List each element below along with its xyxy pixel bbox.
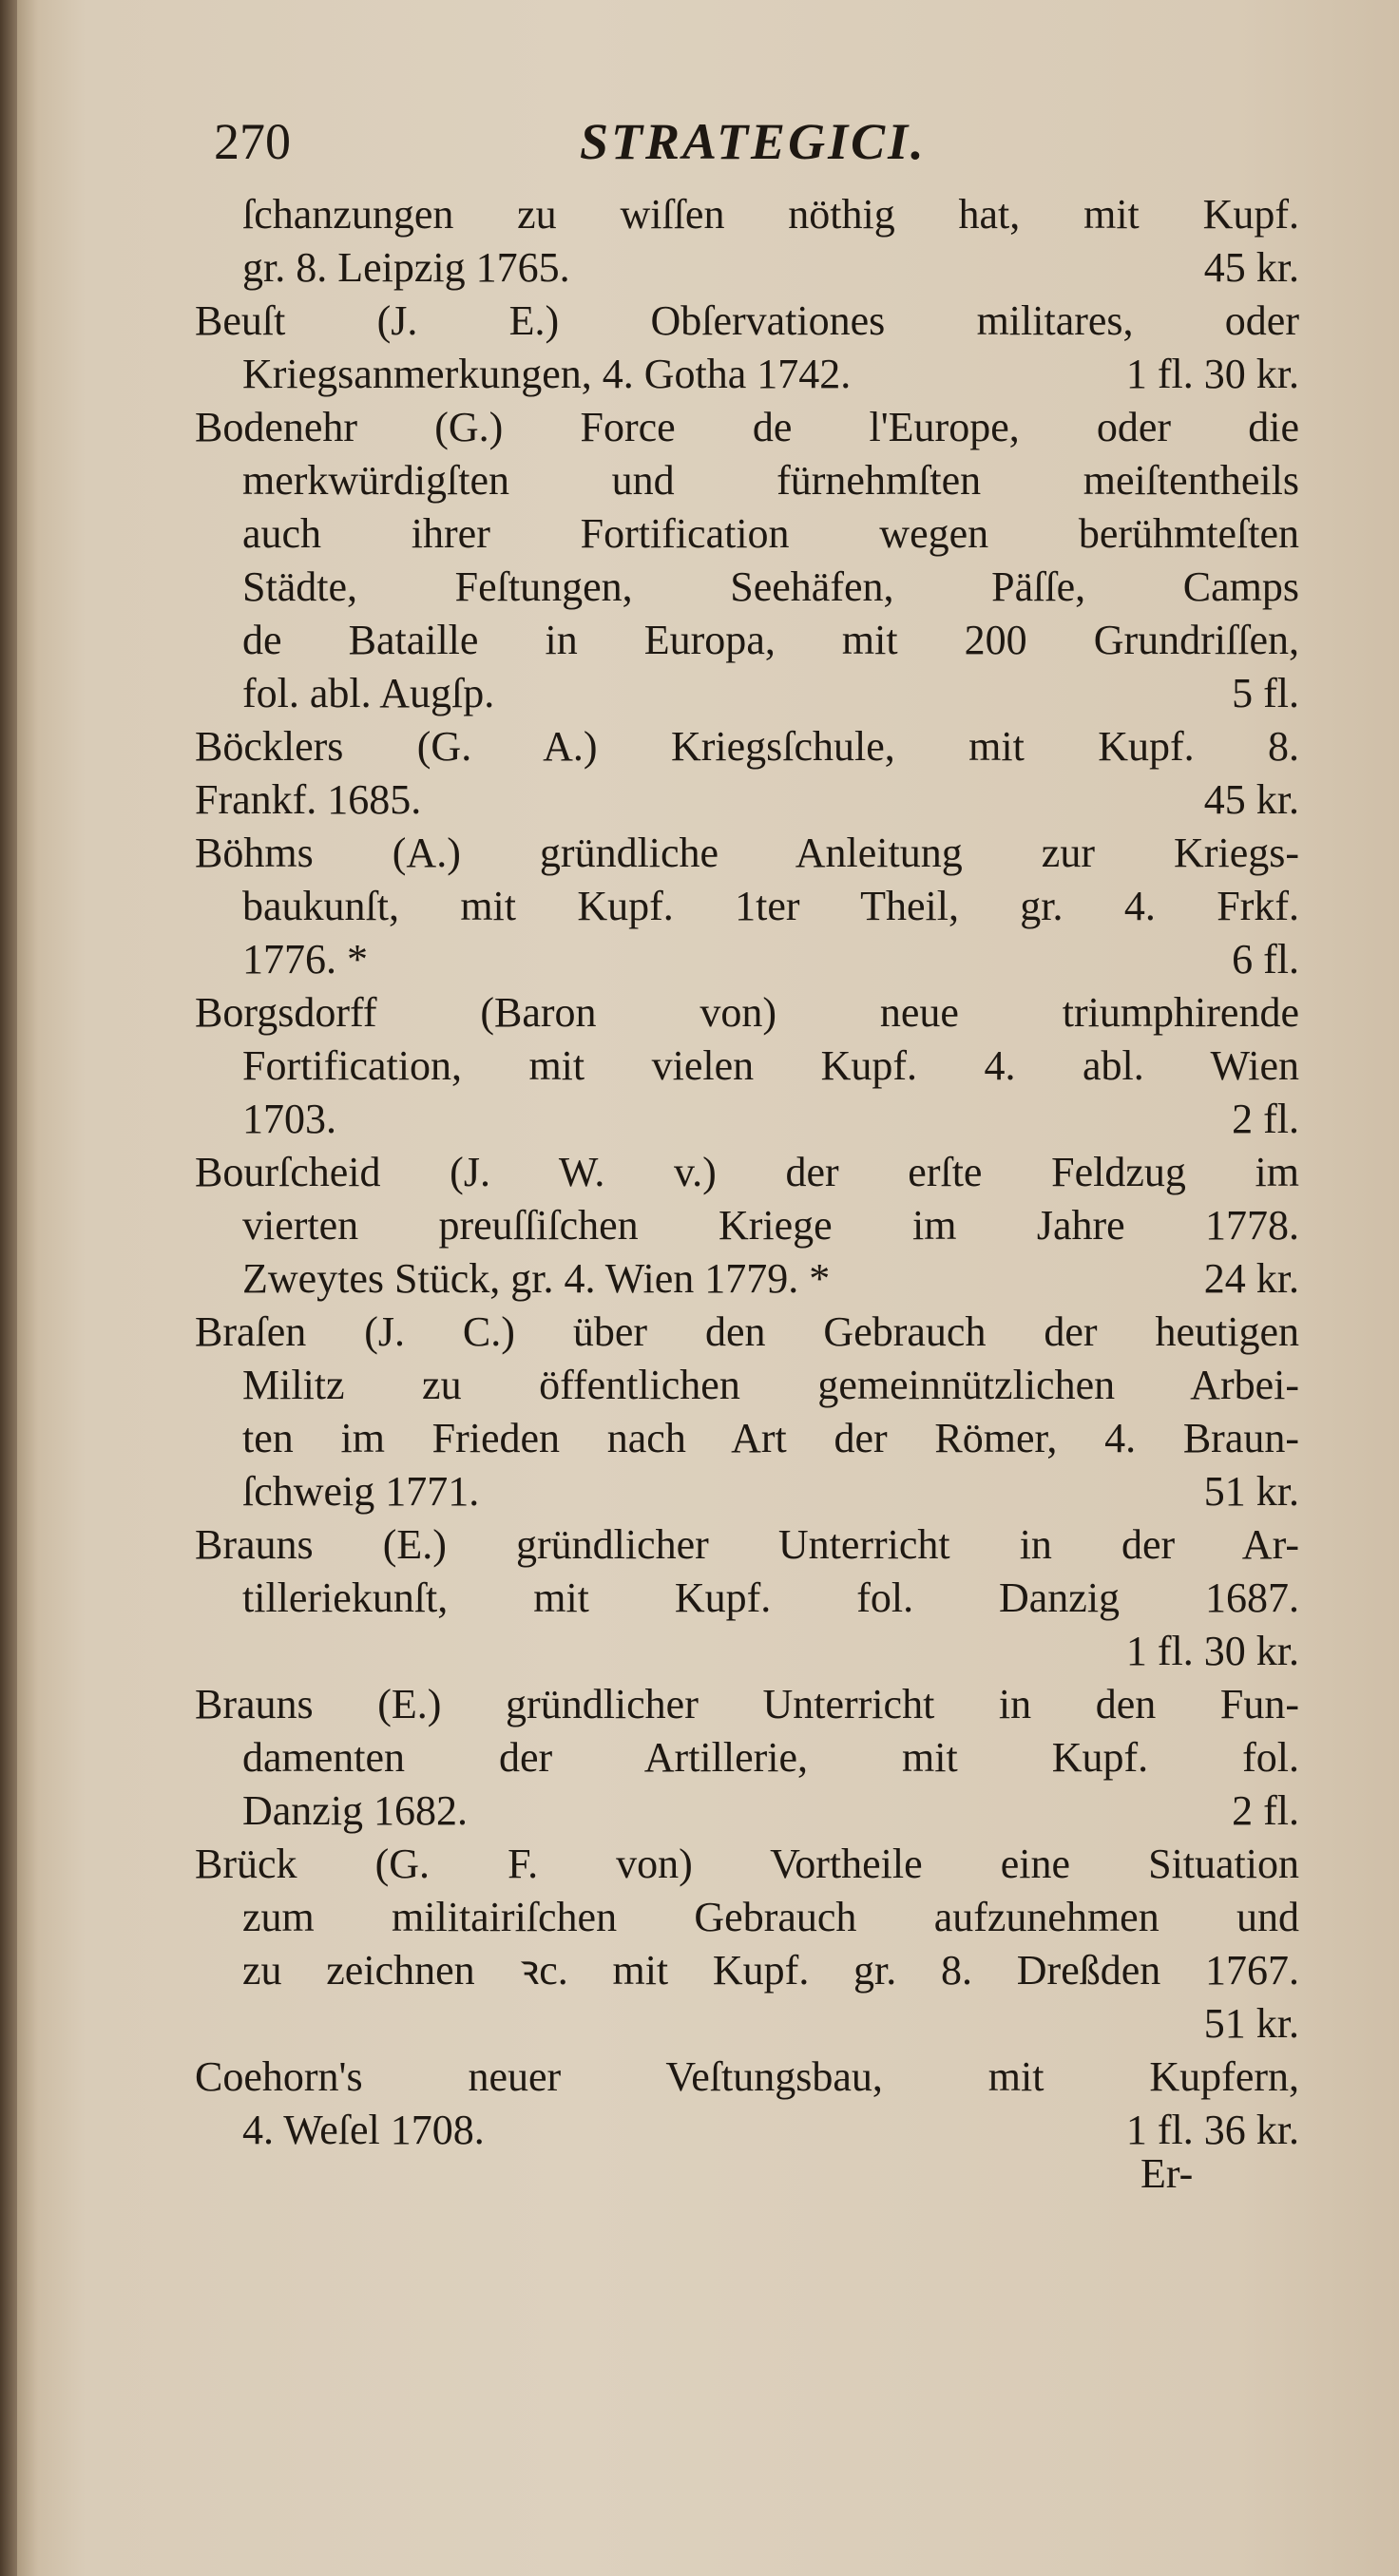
line-text: Danzig 1682. bbox=[242, 1787, 469, 1834]
catalog-line bbox=[195, 401, 1299, 454]
line-text: Beuſt (J. E.) Obſervationes militares, oder bbox=[195, 297, 1299, 344]
line-text bbox=[242, 1997, 1185, 2051]
catalog-line bbox=[195, 880, 1299, 933]
price: 2 fl. bbox=[1232, 1096, 1299, 1142]
catalog-line bbox=[195, 614, 1299, 667]
line-text: Böhms (A.) gründliche Anleitung zur Kriegs- bbox=[195, 830, 1299, 876]
line-text: merkwürdigſten und fürnehmſten meiſtentheils bbox=[242, 457, 1299, 504]
line-text: Borgsdorff (Baron von) neue triumphirende bbox=[195, 989, 1299, 1036]
catalog-line bbox=[195, 2104, 1299, 2157]
catalog-line bbox=[195, 1678, 1299, 1731]
catalog-line bbox=[195, 1997, 1299, 2051]
catalog-line bbox=[195, 2051, 1299, 2104]
catalog-line bbox=[195, 295, 1299, 348]
price: 51 kr. bbox=[1203, 2000, 1299, 2047]
catalog-line bbox=[195, 1891, 1299, 1944]
line-text: 1703. bbox=[242, 1096, 336, 1142]
catalog-line bbox=[195, 454, 1299, 507]
line-text: Bourſcheid (J. W. v.) der erſte Feldzug im bbox=[195, 1149, 1299, 1195]
catalog-line bbox=[195, 827, 1299, 880]
running-title: STRATEGICI. bbox=[580, 113, 927, 170]
line-text: damenten der Artillerie, mit Kupf. fol. bbox=[242, 1734, 1299, 1781]
price: 6 fl. bbox=[1232, 936, 1299, 983]
catalog-line bbox=[195, 773, 1299, 827]
catalog-line bbox=[195, 1040, 1299, 1093]
line-text: Kriegsanmerkungen, 4. Gotha 1742. bbox=[242, 351, 852, 397]
catalog-line bbox=[195, 188, 1299, 241]
price: 5 fl. bbox=[1232, 670, 1299, 716]
line-text: Böcklers (G. A.) Kriegsſchule, mit Kupf. 8. bbox=[195, 723, 1299, 770]
catalog-line bbox=[195, 1625, 1299, 1678]
line-text: ſchanzungen zu wiſſen nöthig hat, mit Kupf. bbox=[242, 191, 1299, 238]
catalog-line bbox=[195, 1731, 1299, 1784]
line-text bbox=[242, 1625, 1107, 1678]
catalog-line bbox=[195, 561, 1299, 614]
catalog-line bbox=[195, 241, 1299, 295]
catalog-line bbox=[195, 348, 1299, 401]
line-text: Frankf. 1685. bbox=[195, 776, 422, 823]
catalog-line bbox=[195, 1306, 1299, 1359]
price: 24 kr. bbox=[1203, 1255, 1299, 1302]
catalog-line bbox=[195, 986, 1299, 1040]
price: 1 fl. 30 kr. bbox=[1125, 351, 1299, 397]
line-text: 1776. * bbox=[242, 936, 368, 983]
catalog-entries bbox=[195, 188, 1299, 2157]
line-text: Coehorn's neuer Veſtungsbau, mit Kupfern, bbox=[195, 2053, 1299, 2100]
catalog-line bbox=[195, 1146, 1299, 1199]
price: 2 fl. bbox=[1232, 1787, 1299, 1834]
catalog-line bbox=[195, 1412, 1299, 1465]
page-number: 270 bbox=[214, 113, 291, 170]
catalog-line bbox=[195, 720, 1299, 773]
line-text: Militz zu öffentlichen gemeinnützlichen Arbei- bbox=[242, 1362, 1299, 1408]
catalog-line bbox=[195, 1093, 1299, 1146]
book-gutter bbox=[0, 0, 17, 2576]
catalog-line bbox=[195, 1465, 1299, 1518]
line-text: de Bataille in Europa, mit 200 Grundriſſen, bbox=[242, 617, 1299, 663]
price: 1 fl. 36 kr. bbox=[1125, 2107, 1299, 2153]
line-text: Städte, Feſtungen, Seehäfen, Päſſe, Camps bbox=[242, 563, 1299, 610]
catalog-line bbox=[195, 507, 1299, 561]
line-text: 4. Weſel 1708. bbox=[242, 2107, 485, 2153]
price: 45 kr. bbox=[1203, 776, 1299, 823]
line-text: ſchweig 1771. bbox=[242, 1468, 480, 1515]
line-text: Brauns (E.) gründlicher Unterricht in den Fun- bbox=[195, 1681, 1299, 1727]
price: 1 fl. 30 kr. bbox=[1125, 1628, 1299, 1674]
line-text: Brauns (E.) gründlicher Unterricht in der Ar- bbox=[195, 1521, 1299, 1568]
line-text: fol. abl. Augſp. bbox=[242, 670, 495, 716]
line-text: zu zeichnen ꝛc. mit Kupf. gr. 8. Dreßden 1767. bbox=[242, 1947, 1299, 1994]
line-text: zum militairiſchen Gebrauch aufzunehmen und bbox=[242, 1894, 1299, 1940]
catalog-line bbox=[195, 1838, 1299, 1891]
price: 45 kr. bbox=[1203, 244, 1299, 291]
page-header bbox=[214, 112, 1297, 179]
catalog-line bbox=[195, 1359, 1299, 1412]
line-text: ten im Frieden nach Art der Römer, 4. Braun- bbox=[242, 1415, 1299, 1461]
price: 51 kr. bbox=[1203, 1468, 1299, 1515]
catalog-line bbox=[195, 933, 1299, 986]
catchword: Er- bbox=[1140, 2150, 1194, 2197]
line-text: Bodenehr (G.) Force de l'Europe, oder die bbox=[195, 404, 1299, 450]
line-text: baukunſt, mit Kupf. 1ter Theil, gr. 4. Frkf. bbox=[242, 883, 1299, 929]
catalog-line bbox=[195, 1784, 1299, 1838]
line-text: auch ihrer Fortification wegen berühmteſten bbox=[242, 510, 1299, 557]
line-text: Braſen (J. C.) über den Gebrauch der heutigen bbox=[195, 1308, 1299, 1355]
line-text: tilleriekunſt, mit Kupf. fol. Danzig 1687. bbox=[242, 1574, 1299, 1621]
line-text: Brück (G. F. von) Vortheile eine Situation bbox=[195, 1841, 1299, 1887]
line-text: Zweytes Stück, gr. 4. Wien 1779. * bbox=[242, 1255, 831, 1302]
line-text: gr. 8. Leipzig 1765. bbox=[242, 244, 570, 291]
catalog-line bbox=[195, 1199, 1299, 1252]
catalog-line bbox=[195, 667, 1299, 720]
catalog-line bbox=[195, 1252, 1299, 1306]
line-text: vierten preuſſiſchen Kriege im Jahre 1778. bbox=[242, 1202, 1299, 1249]
catalog-line bbox=[195, 1944, 1299, 1997]
catalog-line bbox=[195, 1518, 1299, 1572]
line-text: Fortification, mit vielen Kupf. 4. abl. Wien bbox=[242, 1042, 1299, 1089]
catalog-line bbox=[195, 1572, 1299, 1625]
